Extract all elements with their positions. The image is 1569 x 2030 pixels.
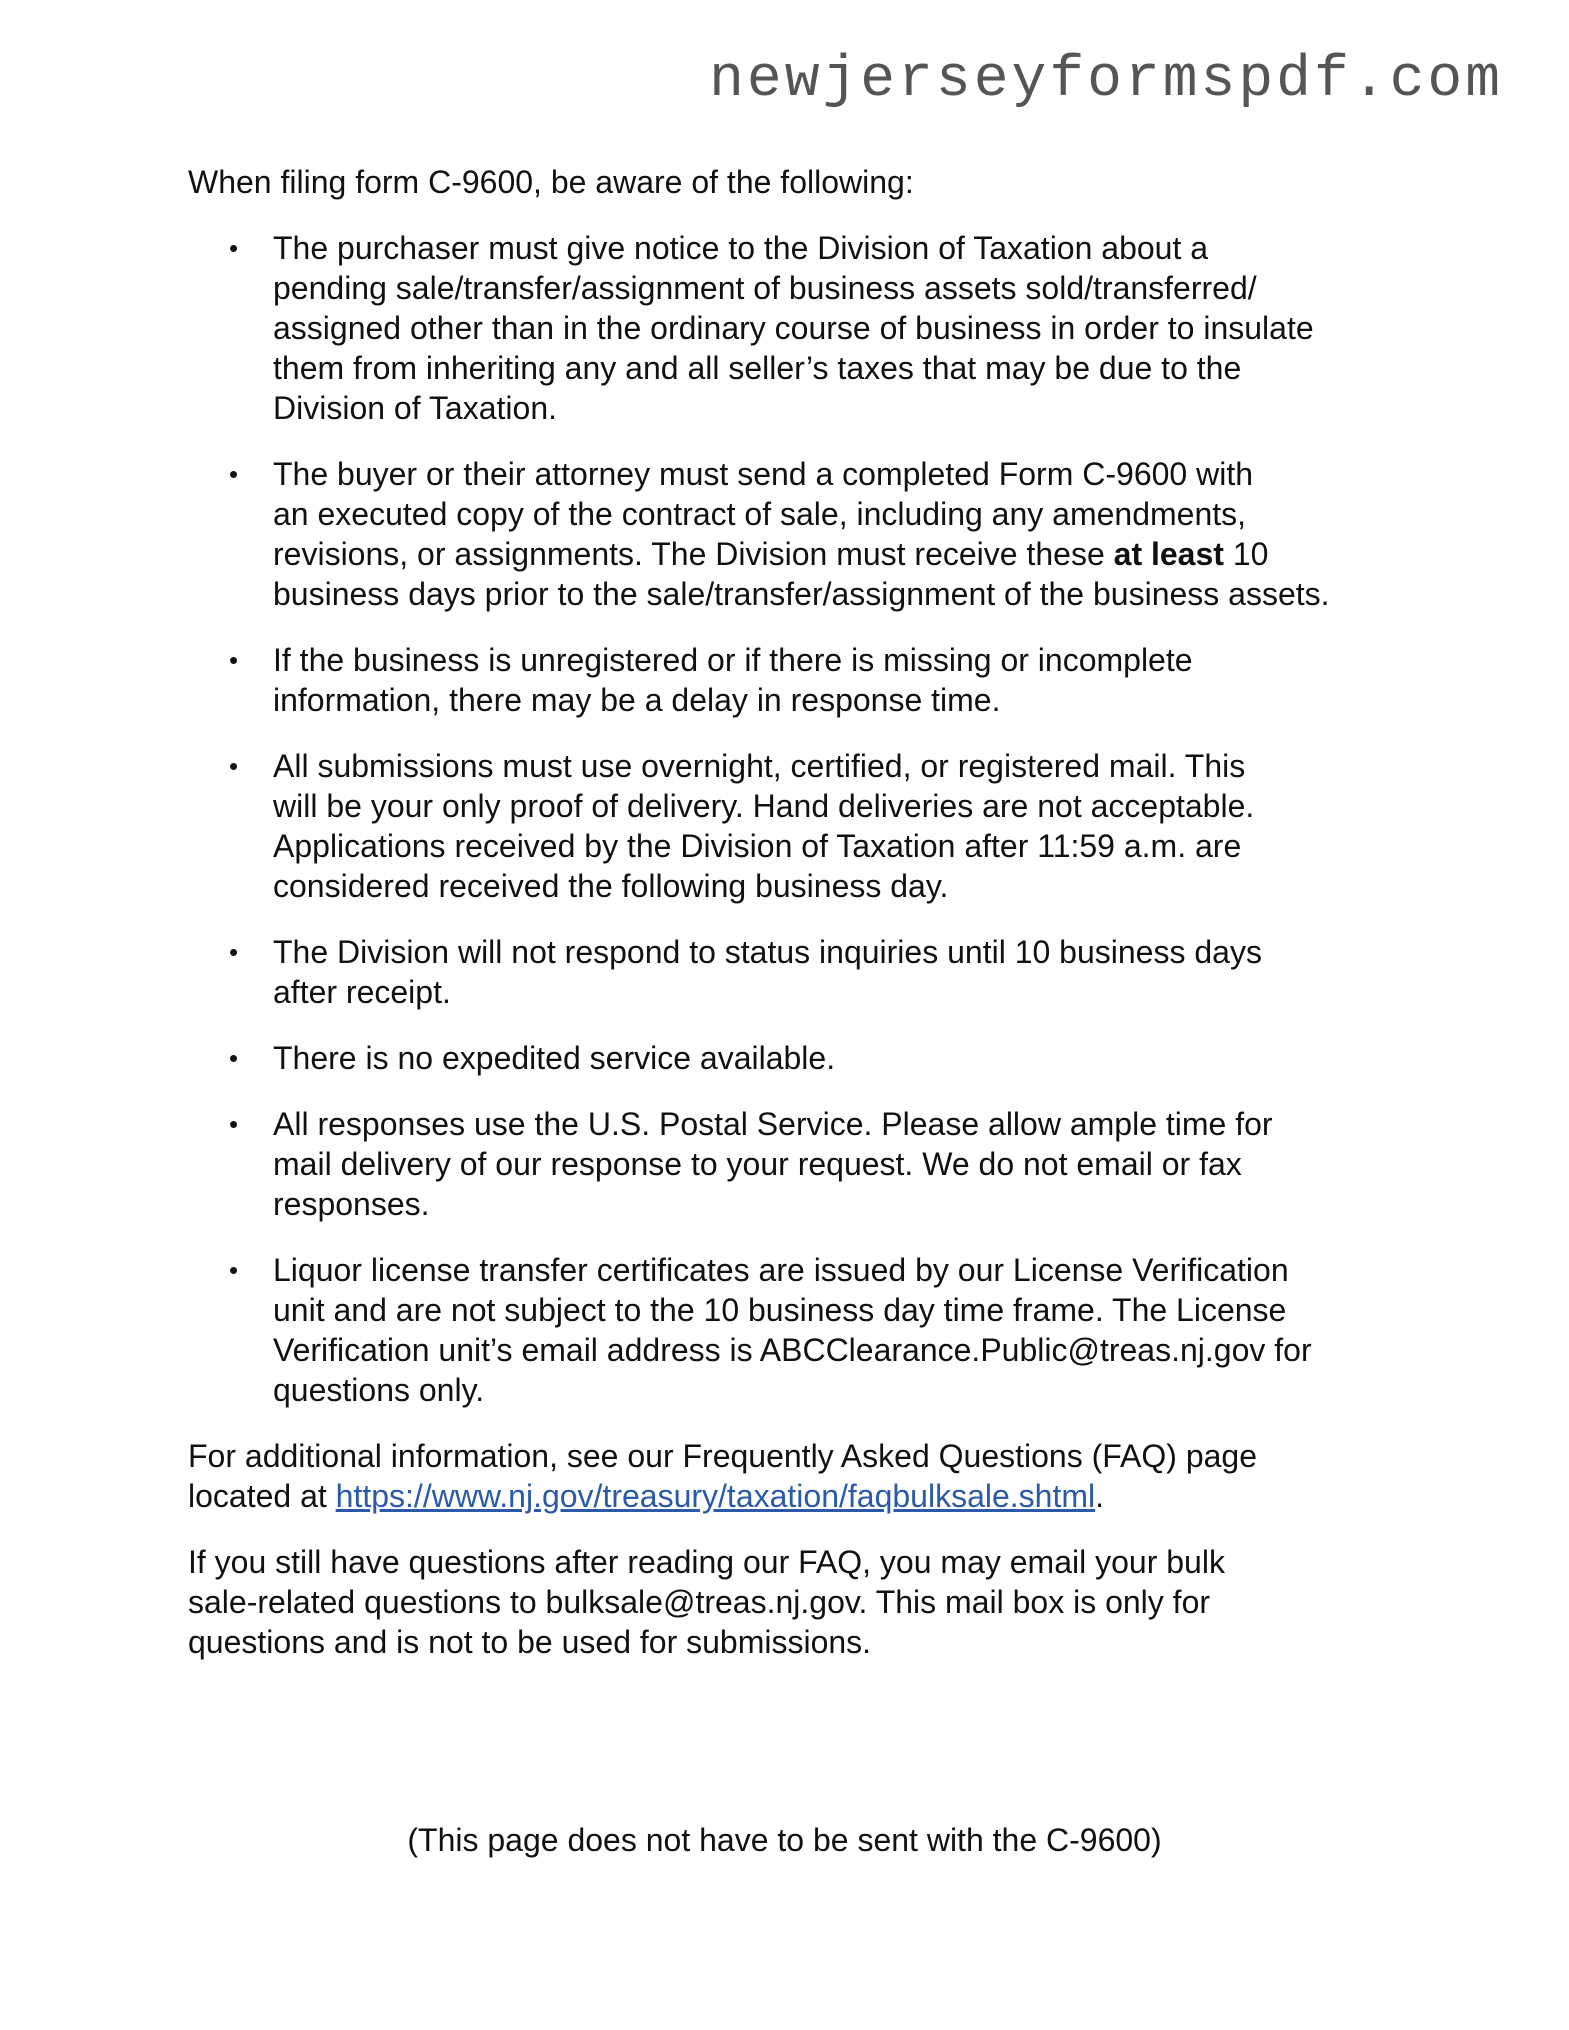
notice-line: revisions, or assignments. The Division must receive these	[273, 536, 1114, 572]
faq-line: For additional information, see our Frequently Asked Questions (FAQ) page	[188, 1438, 1257, 1474]
notice-line: Liquor license transfer certificates are issued by our License Verification	[273, 1252, 1289, 1288]
notice-line: Applications received by the Division of Taxation after 11:59 a.m. are	[273, 828, 1242, 864]
faq-link[interactable]: https://www.nj.gov/treasury/taxation/faqbulksale.shtml	[335, 1478, 1096, 1514]
document-body	[188, 162, 1388, 1688]
notice-line: Division of Taxation.	[273, 390, 557, 426]
bullet-icon: •	[229, 1109, 239, 1139]
bullet-icon: •	[229, 751, 239, 781]
intro-text: When filing form C-9600, be aware of the following:	[188, 164, 914, 200]
notice-line: responses.	[273, 1186, 430, 1222]
notice-line: The buyer or their attorney must send a completed Form C-9600 with	[273, 456, 1253, 492]
notice-list	[188, 228, 1388, 1410]
list-item	[188, 640, 1388, 720]
bullet-icon: •	[229, 937, 239, 967]
faq-paragraph	[188, 1436, 1388, 1516]
notice-line: The Division will not respond to status inquiries until 10 business days	[273, 934, 1262, 970]
notice-line: pending sale/transfer/assignment of business assets sold/transferred/	[273, 270, 1257, 306]
list-item	[188, 1038, 1388, 1078]
questions-line: If you still have questions after reading our FAQ, you may email your bulk	[188, 1544, 1225, 1580]
list-item	[188, 932, 1388, 1012]
notice-line: assigned other than in the ordinary course of business in order to insulate	[273, 310, 1314, 346]
notice-line: Verification unit’s email address is ABCClearance.Public@treas.nj.gov for	[273, 1332, 1312, 1368]
notice-line: All responses use the U.S. Postal Service. Please allow ample time for	[273, 1106, 1273, 1142]
notice-line: If the business is unregistered or if there is missing or incomplete	[273, 642, 1193, 678]
questions-line: sale-related questions to bulksale@treas.nj.gov. This mail box is only for	[188, 1584, 1211, 1620]
list-item	[188, 1250, 1388, 1410]
notice-line: All submissions must use overnight, certified, or registered mail. This	[273, 748, 1246, 784]
bullet-icon: •	[229, 233, 239, 263]
questions-line: questions and is not to be used for submissions.	[188, 1624, 872, 1660]
notice-line: after receipt.	[273, 974, 451, 1010]
notice-line: will be your only proof of delivery. Hand deliveries are not acceptable.	[273, 788, 1255, 824]
bullet-icon: •	[229, 459, 239, 489]
notice-line: considered received the following business day.	[273, 868, 949, 904]
notice-line: 10	[1223, 536, 1269, 572]
notice-line: questions only.	[273, 1372, 485, 1408]
notice-line: mail delivery of our response to your request. We do not email or fax	[273, 1146, 1242, 1182]
notice-line: information, there may be a delay in response time.	[273, 682, 1001, 718]
list-item	[188, 746, 1388, 906]
bullet-icon: •	[229, 1255, 239, 1285]
list-item	[188, 228, 1388, 428]
notice-line: an executed copy of the contract of sale, including any amendments,	[273, 496, 1247, 532]
bullet-icon: •	[229, 645, 239, 675]
watermark: newjerseyformspdf.com	[709, 48, 1503, 113]
list-item	[188, 454, 1388, 614]
emphasis-text: at least	[1113, 536, 1224, 572]
faq-line: located at	[188, 1478, 336, 1514]
footer-note: (This page does not have to be sent with the C-9600)	[407, 1822, 1162, 1858]
notice-line: them from inheriting any and all seller’s taxes that may be due to the	[273, 350, 1242, 386]
notice-line: business days prior to the sale/transfer/assignment of the business assets.	[273, 576, 1330, 612]
bullet-icon: •	[229, 1043, 239, 1073]
list-item	[188, 1104, 1388, 1224]
notice-line: The purchaser must give notice to the Division of Taxation about a	[273, 230, 1209, 266]
notice-line: unit and are not subject to the 10 business day time frame. The License	[273, 1292, 1287, 1328]
questions-paragraph	[188, 1542, 1388, 1662]
notice-line: There is no expedited service available.	[273, 1040, 836, 1076]
faq-line: .	[1095, 1478, 1105, 1514]
